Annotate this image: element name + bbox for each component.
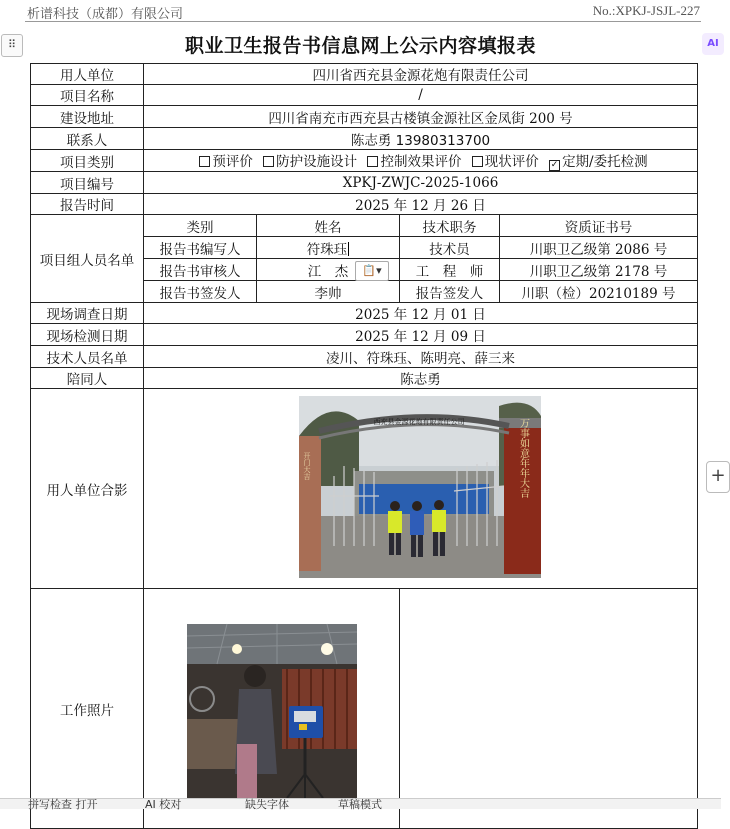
report-time-value[interactable]: 2025 年 12 月 26 日 [144,194,698,215]
category-label: 项目类别 [31,150,144,172]
text-cursor [348,242,349,256]
checkbox-checked-icon: ✓ [550,160,559,170]
header-divider [25,21,701,22]
spell-check-status[interactable]: 拼写检查 打开 [28,798,98,811]
team-role: 报告书签发人 [144,281,257,303]
category-option-pre[interactable]: 预评价 [193,154,253,170]
checkbox-icon [263,156,274,167]
team-cert[interactable]: 川职（检）20210189 号 [500,281,698,303]
category-options [144,150,698,172]
team-header-name: 姓名 [257,215,400,237]
team-header-category: 类别 [144,215,257,237]
team-name[interactable]: 江 杰 [257,259,400,281]
address-label: 建设地址 [31,106,144,128]
team-name[interactable]: 李帅 [257,281,400,303]
address-value[interactable]: 四川省南充市西充县古楼镇金源社区金凤街 200 号 [144,106,698,128]
checkbox-icon [367,156,378,167]
employer-value[interactable]: 四川省西充县金源花炮有限责任公司 [144,64,698,85]
escort-value[interactable]: 陈志勇 [144,368,698,389]
checkbox-icon [472,156,483,167]
pillar-left-text: 开门大吉 [303,452,311,480]
survey-date-label: 现场调查日期 [31,303,144,324]
category-option-control[interactable]: 控制效果评价 [361,154,461,170]
group-photo-image [299,396,541,578]
team-role: 报告书编写人 [144,237,257,259]
work-photo-image [187,624,357,798]
document-number: No.:XPKJ-JSJL-227 [592,3,700,18]
work-photo [187,624,357,798]
escort-label: 陪同人 [31,368,144,389]
test-date-label: 现场检测日期 [31,324,144,346]
project-name-label: 项目名称 [31,85,144,106]
team-name: 符珠珏 [306,241,348,258]
report-time-label: 报告时间 [31,194,144,215]
category-option-design[interactable]: 防护设施设计 [257,154,357,170]
draft-mode-button[interactable]: 草稿模式 [338,798,382,811]
category-option-periodic[interactable]: ✓ 定期/委托检测 [550,154,648,170]
gate-sign-text: 西充县金源花炮有限责任公司 [373,418,465,426]
project-no-label: 项目编号 [31,172,144,194]
company-header: 析谱科技（成都）有限公司 [27,7,184,22]
team-role: 报告书审核人 [144,259,257,281]
ai-assistant-button[interactable]: AI [702,33,724,55]
tech-staff-value[interactable]: 凌川、符珠珏、陈明亮、薛三来 [144,346,698,368]
paste-options-icon[interactable]: 📋▾ [355,261,389,281]
status-bar [0,798,721,809]
team-header-cert: 资质证书号 [500,215,698,237]
employer-label: 用人单位 [31,64,144,85]
category-option-status[interactable]: 现状评价 [466,154,539,170]
contact-label: 联系人 [31,128,144,150]
project-no-value[interactable]: XPKJ-ZWJC-2025-1066 [144,172,698,194]
checkbox-icon [199,156,210,167]
ai-proofread-button[interactable]: AI 校对 [145,798,182,811]
team-label: 项目组人员名单 [31,215,144,303]
group-photo-label: 用人单位合影 [31,389,144,589]
team-cert[interactable]: 川职卫乙级第 2178 号 [500,259,698,281]
team-title[interactable]: 技术员 [400,237,500,259]
test-date-value[interactable]: 2025 年 12 月 09 日 [144,324,698,346]
team-title[interactable]: 工 程 师 [400,259,500,281]
missing-fonts-button[interactable]: 缺失字体 [245,798,289,811]
team-cert[interactable]: 川职卫乙级第 2086 号 [500,237,698,259]
add-block-button[interactable]: + [706,461,730,493]
team-title[interactable]: 报告签发人 [400,281,500,303]
work-photo-label: 工作照片 [31,589,144,829]
survey-date-value[interactable]: 2025 年 12 月 01 日 [144,303,698,324]
contact-value[interactable]: 陈志勇 13980313700 [144,128,698,150]
project-name-value[interactable]: / [144,85,698,106]
team-name-cell[interactable] [257,237,400,259]
pillar-couplet-text: 万事如意年年大吉 [517,418,529,498]
work-photo-cell-right [400,589,698,829]
group-photo [299,396,541,578]
team-header-title: 技术职务 [400,215,500,237]
drag-handle-icon[interactable]: ⠿ [1,34,23,57]
page-title: 职业卫生报告书信息网上公示内容填报表 [184,35,536,57]
tech-staff-label: 技术人员名单 [31,346,144,368]
